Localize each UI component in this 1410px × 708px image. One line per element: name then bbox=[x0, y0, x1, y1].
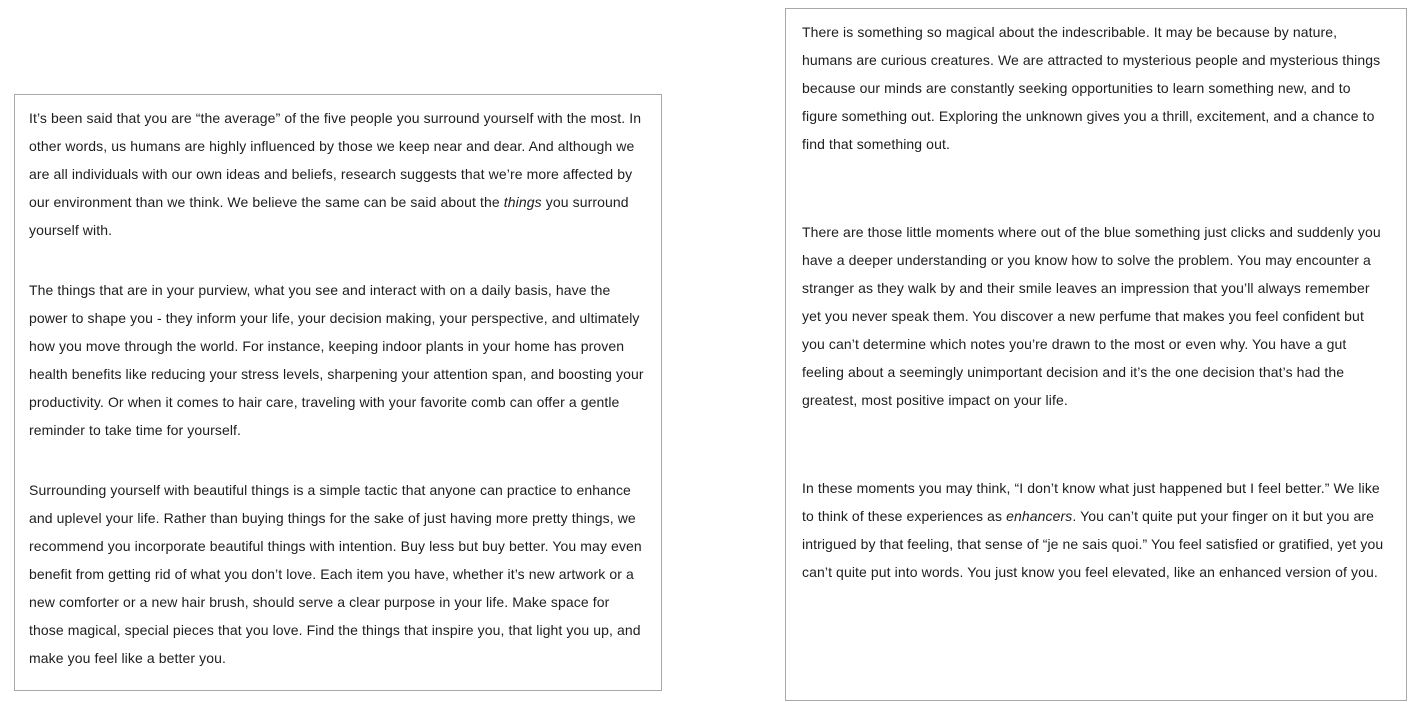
paragraph bbox=[802, 474, 1390, 586]
emphasized-text: enhancers bbox=[1006, 508, 1073, 524]
paragraph bbox=[29, 476, 647, 672]
text-segment: There is something so magical about the indescribable. It may be because by nature, humans are curious creatures. We are attracted to mysterious people and mysterious things because our minds are constantly seeking opportunities to learn something new, and to figure something out. Exploring the unknown gives you a thrill, excitement, and a chance to find that something out. bbox=[802, 24, 1381, 152]
text-segment: you surround yourself with. bbox=[29, 194, 629, 238]
text-segment: It’s been said that you are “the average” of the five people you surround yourself with the most. In other words, us humans are highly influenced by those we keep near and dear. And although we are all individuals with our own ideas and beliefs, research suggests that we’re more affected by our environment than we think. We believe the same can be said about the bbox=[29, 110, 642, 210]
left-text-panel bbox=[14, 94, 662, 691]
text-segment: . You can’t quite put your finger on it but you are intrigued by that feeling, that sense of “je ne sais quoi.” You feel satisfied or gratified, yet you can’t quite put into words. You just know you feel elevated, like an enhanced version of you. bbox=[802, 508, 1384, 580]
right-text-panel bbox=[785, 8, 1407, 701]
emphasized-text: things bbox=[503, 194, 542, 210]
paragraph bbox=[29, 276, 647, 444]
text-segment: In these moments you may think, “I don’t know what just happened but I feel better.” We like to think of these experiences as bbox=[802, 480, 1380, 524]
paragraph bbox=[802, 218, 1390, 414]
text-segment: There are those little moments where out of the blue something just clicks and suddenly you have a deeper understanding or you know how to solve the problem. You may encounter a stranger as they walk by and their smile leaves an impression that you’ll always remember yet you never speak them. You discover a new perfume that makes you feel confident but you can’t determine which notes you’re drawn to the most or even why. You have a gut feeling about a seemingly unimportant decision and it’s the one decision that’s had the greatest, most positive impact on your life. bbox=[802, 224, 1381, 408]
text-segment: The things that are in your purview, what you see and interact with on a daily basis, have the power to shape you - they inform your life, your decision making, your perspective, and ultimately how you move through the world. For instance, keeping indoor plants in your home has proven health benefits like reducing your stress levels, sharpening your attention span, and boosting your productivity. Or when it comes to hair care, traveling with your favorite comb can offer a gentle reminder to take time for yourself. bbox=[29, 282, 644, 438]
paragraph bbox=[29, 104, 647, 244]
paragraph bbox=[802, 18, 1390, 158]
text-segment: Surrounding yourself with beautiful things is a simple tactic that anyone can practice to enhance and uplevel your life. Rather than buying things for the sake of just having more pretty things, we recommend you incorporate beautiful things with intention. Buy less but buy better. You may even benefit from getting rid of what you don’t love. Each item you have, whether it’s new artwork or a new comforter or a new hair brush, should serve a clear purpose in your life. Make space for those magical, special pieces that you love. Find the things that inspire you, that light you up, and make you feel like a better you. bbox=[29, 482, 642, 666]
